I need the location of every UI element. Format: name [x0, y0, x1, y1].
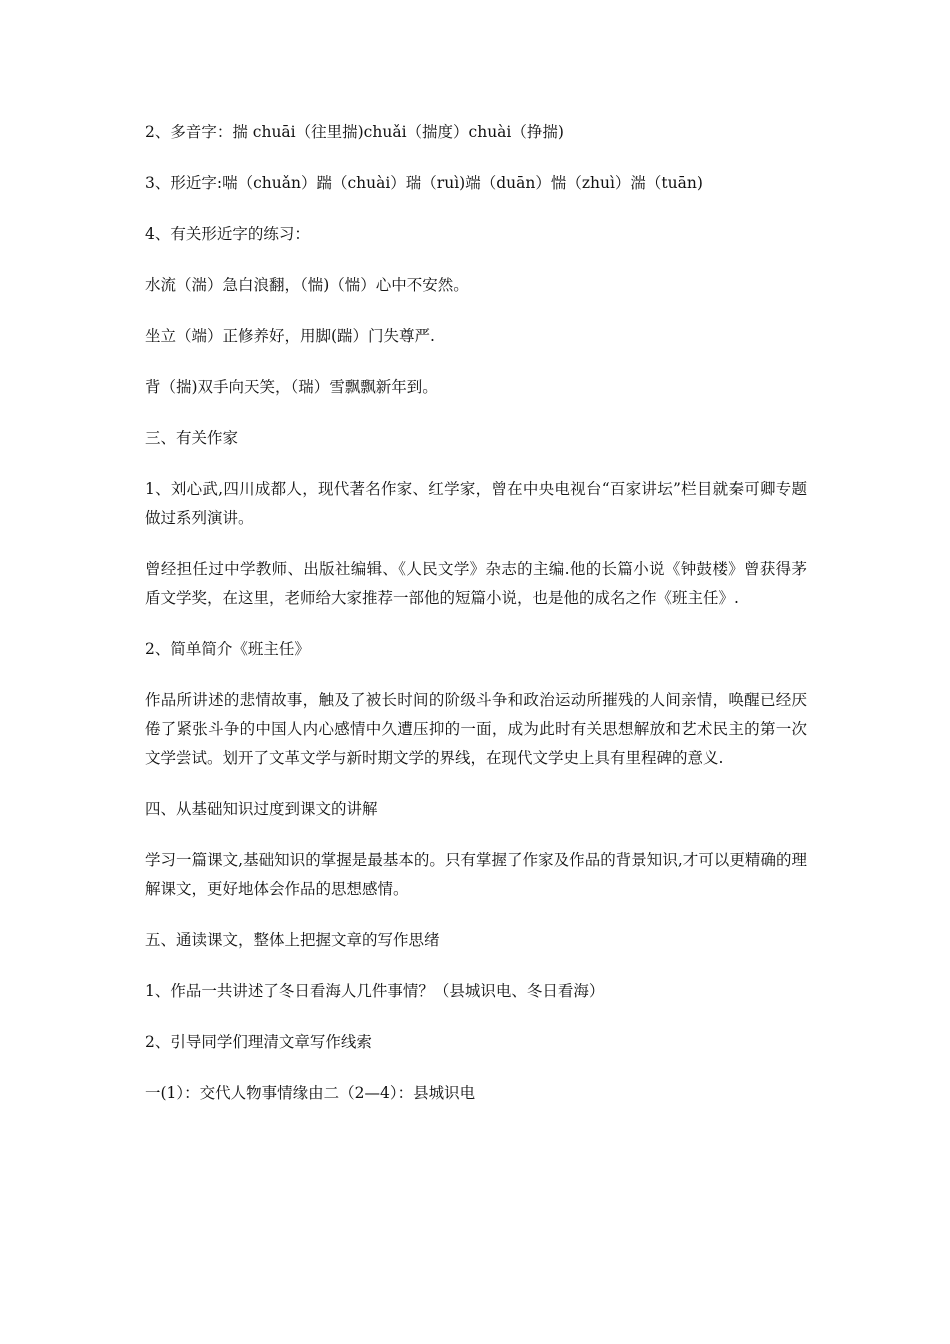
section-heading-reading: 五、通读课文，整体上把握文章的写作思绪: [145, 931, 440, 949]
paragraph-exercise-line-3: 背（揣)双手向天笑，（瑞）雪飘飘新年到。: [145, 378, 438, 396]
paragraph-exercise-line-2: 坐立（端）正修养好，用脚(踹）门失尊严.: [145, 327, 435, 345]
paragraph-polyphonic: 2、多音字：揣 chuāi（往里揣)chuǎi（揣度）chuài（挣揣): [145, 123, 564, 141]
paragraph-author-intro: 1、刘心武,四川成都人，现代著名作家、红学家，曾在中央电视台“百家讲坛”栏目就秦可卿专题做过系列演讲。: [145, 480, 807, 527]
paragraph-work-heading: 2、简单简介《班主任》: [145, 640, 310, 658]
section-heading-author: 三、有关作家: [145, 429, 239, 447]
paragraph-similar-chars: 3、形近字:喘（chuǎn）踹（chuài）瑞（ruì)端（duān）惴（zhuì）湍（tuān): [145, 174, 703, 192]
section-heading-transition: 四、从基础知识过度到课文的讲解: [145, 800, 378, 818]
paragraph-author-career: 曾经担任过中学教师、出版社编辑、《人民文学》杂志的主编.他的长篇小说《钟鼓楼》曾获得茅盾文学奖，在这里，老师给大家推荐一部他的短篇小说，也是他的成名之作《班主任》.: [145, 560, 807, 607]
document-body: [145, 118, 807, 1130]
paragraph-transition: 学习一篇课文,基础知识的掌握是最基本的。只有掌握了作家及作品的背景知识,才可以更精确的理解课文，更好地体会作品的思想感情。: [145, 851, 807, 898]
paragraph-structure: 一(1）：交代人物事情缘由二（2—4）：县城识电: [145, 1084, 476, 1102]
paragraph-exercise-line-1: 水流（湍）急白浪翻，（惴)（惴）心中不安然。: [145, 276, 469, 294]
paragraph-reading-q2: 2、引导同学们理清文章写作线索: [145, 1033, 372, 1051]
paragraph-reading-q1: 1、作品一共讲述了冬日看海人几件事情？（县城识电、冬日看海）: [145, 982, 605, 1000]
paragraph-exercise-heading: 4、有关形近字的练习：: [145, 225, 310, 243]
paragraph-work-summary: 作品所讲述的悲情故事，触及了被长时间的阶级斗争和政治运动所摧残的人间亲情，唤醒已经厌倦了紧张斗争的中国人内心感情中久遭压抑的一面，成为此时有关思想解放和艺术民主的第一次文学尝试。划开了文革文学与新时期文学的界线，在现代文学史上具有里程碑的意义.: [145, 691, 807, 767]
